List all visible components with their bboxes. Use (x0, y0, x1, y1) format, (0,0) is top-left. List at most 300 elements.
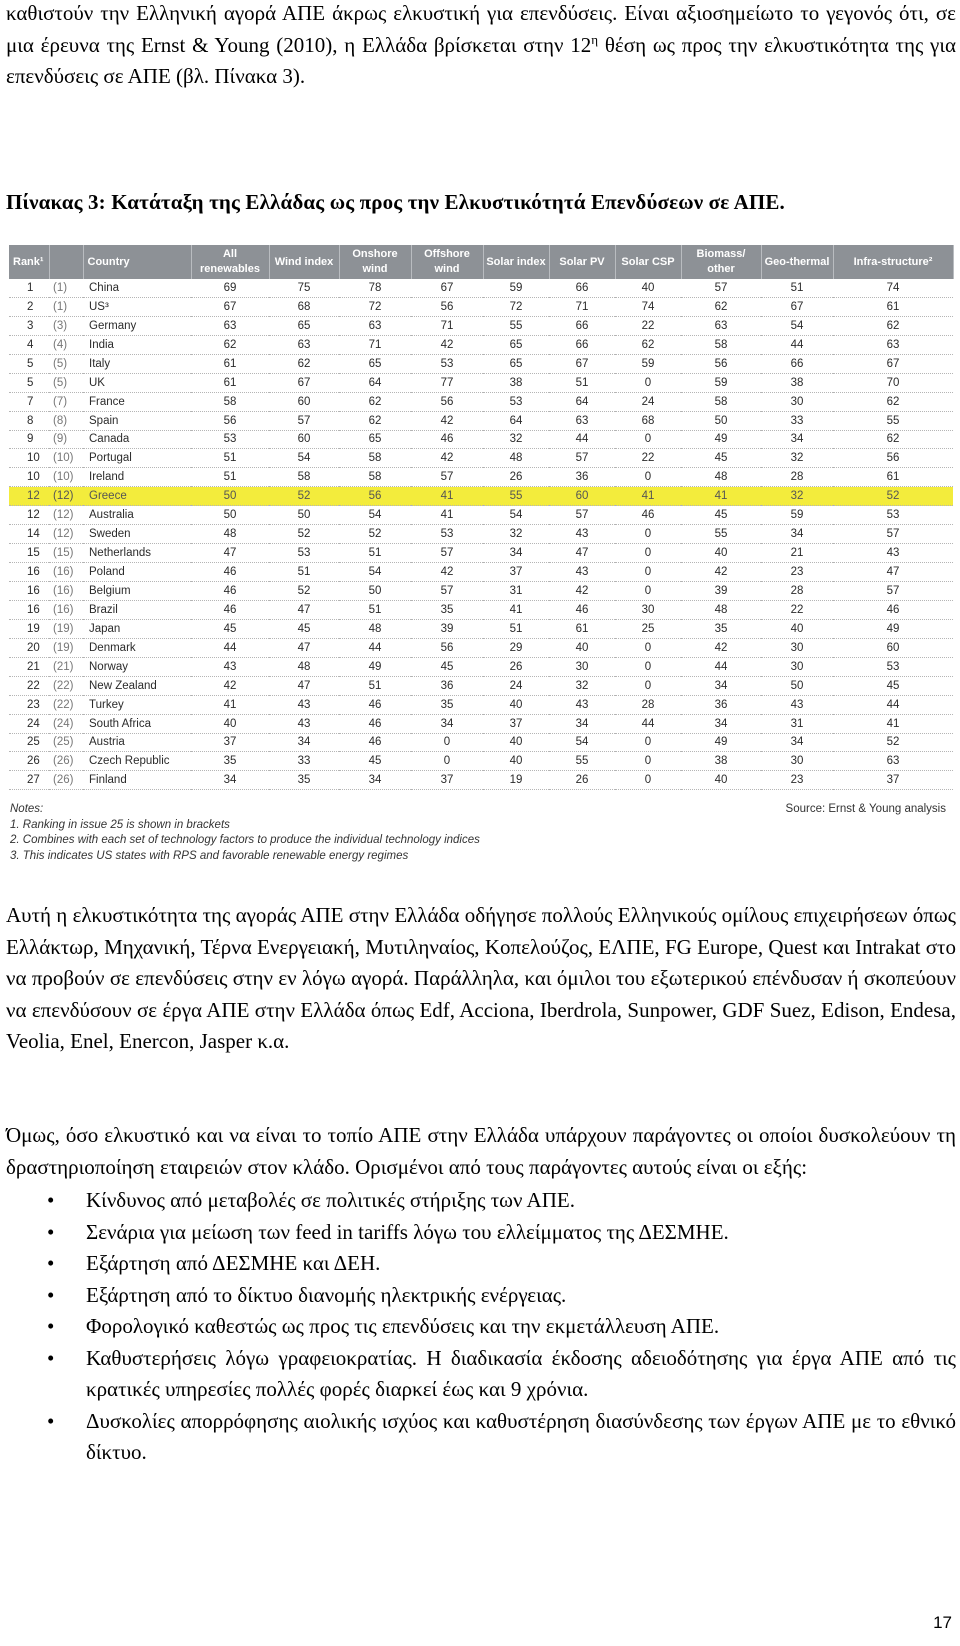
score-cell: 72 (483, 297, 549, 316)
score-cell: 47 (269, 638, 339, 657)
score-cell: 36 (681, 695, 761, 714)
table-row (9, 411, 953, 430)
score-cell: 32 (549, 676, 615, 695)
score-cell: 0 (615, 544, 681, 563)
previous-rank-cell: (10) (49, 449, 83, 468)
score-cell: 39 (411, 619, 483, 638)
table-row (9, 525, 953, 544)
table-header-row (9, 245, 953, 279)
table-row (9, 771, 953, 790)
score-cell: 58 (339, 449, 411, 468)
rank-cell: 16 (9, 563, 49, 582)
table-row (9, 733, 953, 752)
score-cell: 43 (191, 657, 269, 676)
score-cell: 65 (483, 335, 549, 354)
rank-cell: 5 (9, 354, 49, 373)
previous-rank-cell: (12) (49, 487, 83, 506)
score-cell: 54 (339, 563, 411, 582)
score-cell: 44 (761, 335, 833, 354)
rank-cell: 24 (9, 714, 49, 733)
score-cell: 55 (483, 487, 549, 506)
score-cell: 62 (833, 430, 953, 449)
score-cell: 34 (681, 676, 761, 695)
table-body (9, 279, 953, 790)
list-item (0, 1185, 956, 1217)
score-cell: 0 (615, 676, 681, 695)
score-cell: 31 (483, 582, 549, 601)
score-cell: 74 (615, 297, 681, 316)
previous-rank-cell: (15) (49, 544, 83, 563)
score-cell: 44 (833, 695, 953, 714)
bullet-icon: • (47, 1408, 55, 1433)
rank-cell: 16 (9, 600, 49, 619)
previous-rank-cell: (4) (49, 335, 83, 354)
score-cell: 60 (833, 638, 953, 657)
bullet-icon: • (47, 1282, 55, 1307)
table-row (9, 279, 953, 297)
score-cell: 40 (761, 619, 833, 638)
score-cell: 71 (339, 335, 411, 354)
score-cell: 47 (549, 544, 615, 563)
score-cell: 62 (269, 354, 339, 373)
rank-cell: 19 (9, 619, 49, 638)
rank-cell: 12 (9, 487, 49, 506)
score-cell: 52 (339, 525, 411, 544)
score-cell: 0 (615, 468, 681, 487)
score-cell: 43 (549, 695, 615, 714)
score-cell: 42 (411, 411, 483, 430)
score-cell: 47 (833, 563, 953, 582)
score-cell: 39 (681, 582, 761, 601)
score-cell: 67 (191, 297, 269, 316)
list-item-text: Εξάρτηση από ΔΕΣΜΗΕ και ΔΕΗ. (86, 1251, 381, 1275)
score-cell: 30 (615, 600, 681, 619)
score-cell: 54 (761, 316, 833, 335)
score-cell: 40 (681, 771, 761, 790)
score-cell: 43 (269, 714, 339, 733)
score-cell: 43 (833, 544, 953, 563)
score-cell: 35 (269, 771, 339, 790)
score-cell: 55 (833, 411, 953, 430)
score-cell: 54 (549, 733, 615, 752)
previous-rank-cell: (26) (49, 771, 83, 790)
table-header-cell: Infra-structure² (833, 245, 953, 279)
note-item: 2. Combines with each set of technology factors to produce the individual technology indices (10, 834, 480, 846)
score-cell: 60 (269, 430, 339, 449)
score-cell: 0 (615, 752, 681, 771)
table-header-cell: Solar CSP (615, 245, 681, 279)
list-item-text: Δυσκολίες απορρόφησης αιολικής ισχύος και καθυστέρηση διασύνδεσης των έργων ΑΠΕ με το εθνικό δίκτυο. (86, 1408, 956, 1464)
score-cell: 56 (411, 638, 483, 657)
country-cell: Denmark (83, 638, 191, 657)
score-cell: 63 (833, 752, 953, 771)
score-cell: 51 (269, 563, 339, 582)
score-cell: 52 (269, 487, 339, 506)
table-row (9, 297, 953, 316)
score-cell: 28 (761, 468, 833, 487)
table-row (9, 316, 953, 335)
score-cell: 0 (615, 582, 681, 601)
list-item (0, 1311, 956, 1343)
country-cell: China (83, 279, 191, 297)
score-cell: 46 (549, 600, 615, 619)
score-cell: 51 (549, 373, 615, 392)
previous-rank-cell: (16) (49, 563, 83, 582)
table-row (9, 430, 953, 449)
score-cell: 37 (483, 714, 549, 733)
ranking-table (9, 245, 954, 790)
score-cell: 48 (681, 468, 761, 487)
list-item (0, 1248, 956, 1280)
previous-rank-cell: (22) (49, 695, 83, 714)
score-cell: 36 (411, 676, 483, 695)
body-paragraph-factors: Όμως, όσο ελκυστικό και να είναι το τοπίο ΑΠΕ στην Ελλάδα υπάρχουν παράγοντες οι οποίοι δυσκολεύουν τη δραστηριοποίηση εταιρειών στον κλάδο. Ορισμένοι από τους παράγοντες αυτούς είναι οι εξής: (6, 1123, 956, 1179)
previous-rank-cell: (5) (49, 373, 83, 392)
score-cell: 65 (269, 316, 339, 335)
table-header-cell: All renewables (191, 245, 269, 279)
country-cell: Czech Republic (83, 752, 191, 771)
table-row (9, 354, 953, 373)
superscript-eta: η (591, 31, 599, 47)
country-cell: Belgium (83, 582, 191, 601)
score-cell: 56 (833, 449, 953, 468)
country-cell: New Zealand (83, 676, 191, 695)
table-row (9, 638, 953, 657)
table-row (9, 449, 953, 468)
list-item-text: Φορολογικό καθεστώς ως προς τις επενδύσεις και την εκμετάλλευση ΑΠΕ. (86, 1314, 720, 1338)
country-cell: Australia (83, 506, 191, 525)
score-cell: 62 (833, 392, 953, 411)
score-cell: 53 (411, 525, 483, 544)
score-cell: 71 (549, 297, 615, 316)
score-cell: 66 (761, 354, 833, 373)
score-cell: 53 (191, 430, 269, 449)
score-cell: 49 (681, 733, 761, 752)
rank-cell: 26 (9, 752, 49, 771)
previous-rank-cell: (19) (49, 638, 83, 657)
score-cell: 50 (269, 506, 339, 525)
country-cell: Spain (83, 411, 191, 430)
score-cell: 38 (761, 373, 833, 392)
score-cell: 35 (681, 619, 761, 638)
score-cell: 37 (191, 733, 269, 752)
score-cell: 70 (833, 373, 953, 392)
country-cell: Turkey (83, 695, 191, 714)
score-cell: 61 (191, 373, 269, 392)
score-cell: 0 (411, 733, 483, 752)
table-header-cell: Wind index (269, 245, 339, 279)
score-cell: 63 (549, 411, 615, 430)
country-cell: Italy (83, 354, 191, 373)
score-cell: 53 (833, 657, 953, 676)
score-cell: 34 (411, 714, 483, 733)
table-row (9, 600, 953, 619)
score-cell: 0 (615, 733, 681, 752)
score-cell: 34 (761, 430, 833, 449)
rank-cell: 2 (9, 297, 49, 316)
score-cell: 75 (269, 279, 339, 297)
table-row (9, 695, 953, 714)
score-cell: 45 (191, 619, 269, 638)
score-cell: 62 (615, 335, 681, 354)
score-cell: 50 (191, 487, 269, 506)
score-cell: 51 (191, 468, 269, 487)
score-cell: 72 (339, 297, 411, 316)
score-cell: 24 (615, 392, 681, 411)
score-cell: 67 (549, 354, 615, 373)
score-cell: 53 (483, 392, 549, 411)
score-cell: 42 (411, 563, 483, 582)
table-row (9, 714, 953, 733)
score-cell: 19 (483, 771, 549, 790)
score-cell: 38 (681, 752, 761, 771)
score-cell: 44 (339, 638, 411, 657)
score-cell: 55 (681, 525, 761, 544)
score-cell: 60 (549, 487, 615, 506)
country-cell: US³ (83, 297, 191, 316)
list-item (0, 1217, 956, 1249)
table-source: Source: Ernst & Young analysis (785, 803, 946, 815)
rank-cell: 20 (9, 638, 49, 657)
table-row (9, 582, 953, 601)
table-header-cell: Solar index (483, 245, 549, 279)
table-header-cell: Geo-thermal (761, 245, 833, 279)
score-cell: 46 (339, 695, 411, 714)
table-header-cell: Country (83, 245, 191, 279)
score-cell: 33 (761, 411, 833, 430)
rank-cell: 5 (9, 373, 49, 392)
score-cell: 36 (549, 468, 615, 487)
score-cell: 48 (339, 619, 411, 638)
score-cell: 74 (833, 279, 953, 297)
score-cell: 50 (681, 411, 761, 430)
score-cell: 46 (615, 506, 681, 525)
score-cell: 34 (681, 714, 761, 733)
table-row (9, 468, 953, 487)
score-cell: 42 (681, 563, 761, 582)
score-cell: 35 (191, 752, 269, 771)
score-cell: 34 (761, 525, 833, 544)
score-cell: 41 (411, 506, 483, 525)
score-cell: 38 (483, 373, 549, 392)
score-cell: 78 (339, 279, 411, 297)
score-cell: 52 (269, 582, 339, 601)
country-cell: India (83, 335, 191, 354)
rank-cell: 15 (9, 544, 49, 563)
bullet-icon: • (47, 1314, 55, 1338)
score-cell: 57 (833, 582, 953, 601)
score-cell: 54 (269, 449, 339, 468)
rank-cell: 4 (9, 335, 49, 354)
score-cell: 60 (269, 392, 339, 411)
score-cell: 63 (269, 335, 339, 354)
score-cell: 34 (761, 733, 833, 752)
score-cell: 52 (833, 487, 953, 506)
score-cell: 40 (681, 544, 761, 563)
score-cell: 41 (615, 487, 681, 506)
score-cell: 0 (615, 430, 681, 449)
score-cell: 23 (761, 771, 833, 790)
page-number: 17 (933, 1613, 952, 1632)
score-cell: 57 (833, 525, 953, 544)
table-header-cell: Onshore wind (339, 245, 411, 279)
score-cell: 46 (191, 582, 269, 601)
score-cell: 66 (549, 335, 615, 354)
country-cell: Brazil (83, 600, 191, 619)
score-cell: 59 (761, 506, 833, 525)
rank-cell: 14 (9, 525, 49, 544)
score-cell: 48 (483, 449, 549, 468)
score-cell: 49 (833, 619, 953, 638)
score-cell: 49 (681, 430, 761, 449)
score-cell: 22 (615, 449, 681, 468)
score-cell: 51 (191, 449, 269, 468)
score-cell: 49 (339, 657, 411, 676)
score-cell: 0 (615, 771, 681, 790)
score-cell: 57 (549, 449, 615, 468)
score-cell: 26 (483, 468, 549, 487)
score-cell: 42 (191, 676, 269, 695)
score-cell: 62 (833, 316, 953, 335)
score-cell: 37 (833, 771, 953, 790)
score-cell: 56 (411, 392, 483, 411)
previous-rank-cell: (1) (49, 297, 83, 316)
score-cell: 44 (549, 430, 615, 449)
score-cell: 45 (269, 619, 339, 638)
score-cell: 53 (833, 506, 953, 525)
score-cell: 44 (191, 638, 269, 657)
score-cell: 37 (411, 771, 483, 790)
list-item-text: Σενάρια για μείωση των feed in tariffs λόγω του ελλείμματος της ΔΕΣΜΗΕ. (86, 1219, 729, 1244)
score-cell: 26 (483, 657, 549, 676)
bullet-icon: • (47, 1345, 55, 1370)
score-cell: 50 (191, 506, 269, 525)
country-cell: Norway (83, 657, 191, 676)
score-cell: 62 (191, 335, 269, 354)
score-cell: 44 (681, 657, 761, 676)
table-row (9, 619, 953, 638)
score-cell: 40 (483, 752, 549, 771)
notes-title: Notes: (10, 803, 44, 815)
rank-cell: 10 (9, 449, 49, 468)
score-cell: 56 (191, 411, 269, 430)
country-cell: UK (83, 373, 191, 392)
score-cell: 41 (411, 487, 483, 506)
previous-rank-cell: (1) (49, 279, 83, 297)
score-cell: 43 (761, 695, 833, 714)
rank-cell: 23 (9, 695, 49, 714)
score-cell: 48 (269, 657, 339, 676)
score-cell: 46 (339, 733, 411, 752)
score-cell: 33 (269, 752, 339, 771)
score-cell: 35 (411, 600, 483, 619)
score-cell: 62 (339, 411, 411, 430)
table-row (9, 752, 953, 771)
previous-rank-cell: (7) (49, 392, 83, 411)
score-cell: 40 (549, 638, 615, 657)
table-row (9, 544, 953, 563)
table-row (9, 392, 953, 411)
score-cell: 52 (269, 525, 339, 544)
list-item-text: Εξάρτηση από το δίκτυο διανομής ηλεκτρικής ενέργειας. (86, 1282, 567, 1307)
score-cell: 57 (411, 468, 483, 487)
score-cell: 51 (339, 676, 411, 695)
score-cell: 43 (549, 563, 615, 582)
table-header-cell (49, 245, 83, 279)
score-cell: 63 (833, 335, 953, 354)
score-cell: 58 (681, 335, 761, 354)
score-cell: 37 (483, 563, 549, 582)
score-cell: 43 (549, 525, 615, 544)
previous-rank-cell: (8) (49, 411, 83, 430)
score-cell: 77 (411, 373, 483, 392)
score-cell: 67 (761, 297, 833, 316)
score-cell: 46 (191, 563, 269, 582)
bullet-icon: • (47, 1251, 55, 1275)
score-cell: 30 (549, 657, 615, 676)
score-cell: 59 (681, 373, 761, 392)
score-cell: 34 (339, 771, 411, 790)
note-item: 1. Ranking in issue 25 is shown in brackets (10, 818, 230, 831)
score-cell: 66 (549, 316, 615, 335)
previous-rank-cell: (3) (49, 316, 83, 335)
rank-cell: 1 (9, 279, 49, 297)
score-cell: 47 (269, 600, 339, 619)
rank-cell: 9 (9, 430, 49, 449)
score-cell: 43 (269, 695, 339, 714)
table-header-cell: Solar PV (549, 245, 615, 279)
rank-cell: 3 (9, 316, 49, 335)
score-cell: 57 (681, 279, 761, 297)
score-cell: 64 (483, 411, 549, 430)
table-row-highlighted (9, 487, 953, 506)
rank-cell: 12 (9, 506, 49, 525)
score-cell: 51 (483, 619, 549, 638)
score-cell: 48 (191, 525, 269, 544)
score-cell: 61 (833, 468, 953, 487)
score-cell: 53 (411, 354, 483, 373)
table-header-cell: Biomass/ other (681, 245, 761, 279)
country-cell: Japan (83, 619, 191, 638)
score-cell: 30 (761, 657, 833, 676)
country-cell: South Africa (83, 714, 191, 733)
table-row (9, 563, 953, 582)
score-cell: 63 (681, 316, 761, 335)
score-cell: 45 (833, 676, 953, 695)
score-cell: 50 (761, 676, 833, 695)
score-cell: 58 (339, 468, 411, 487)
country-cell: Netherlands (83, 544, 191, 563)
previous-rank-cell: (10) (49, 468, 83, 487)
note-item: 3. This indicates US states with RPS and favorable renewable energy regimes (10, 849, 409, 862)
country-cell: Greece (83, 487, 191, 506)
score-cell: 64 (339, 373, 411, 392)
score-cell: 69 (191, 279, 269, 297)
previous-rank-cell: (26) (49, 752, 83, 771)
score-cell: 59 (615, 354, 681, 373)
score-cell: 47 (191, 544, 269, 563)
score-cell: 55 (549, 752, 615, 771)
score-cell: 24 (483, 676, 549, 695)
list-item-text: Καθυστερήσεις λόγω γραφειοκρατίας. Η διαδικασία έκδοσης αδειοδότησης για έργα ΑΠΕ από τις κρατικές υπηρεσίες πολλές φορές διαρκεί έως και 9 χρόνια. (86, 1345, 956, 1401)
score-cell: 46 (411, 430, 483, 449)
country-cell: Finland (83, 771, 191, 790)
score-cell: 30 (761, 638, 833, 657)
score-cell: 71 (411, 316, 483, 335)
ranking-table-image (9, 245, 953, 865)
score-cell: 44 (615, 714, 681, 733)
score-cell: 63 (339, 316, 411, 335)
